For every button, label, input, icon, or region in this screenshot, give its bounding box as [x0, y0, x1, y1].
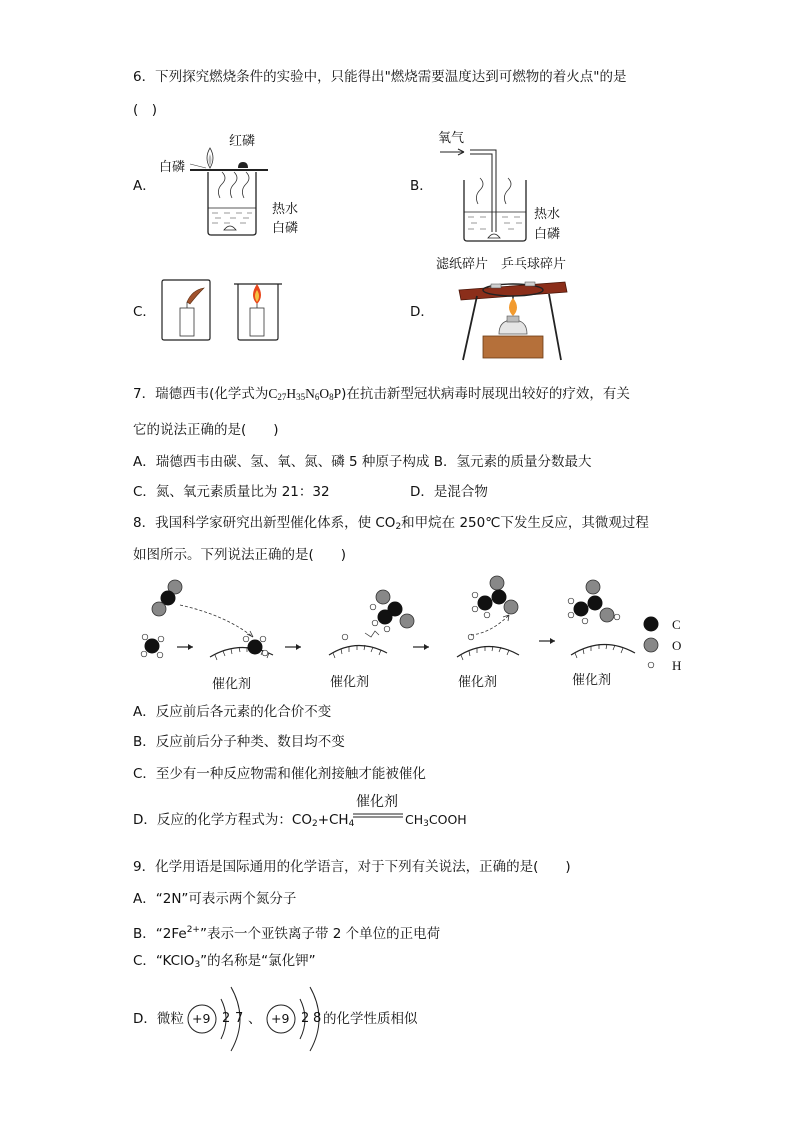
- q6-option-a-label: A．: [133, 178, 156, 194]
- q7-stem-pre: 7．瑞德西韦(化学式为: [133, 386, 269, 402]
- q8-stem: [133, 514, 649, 536]
- particle-1-shell-1: 2: [222, 1011, 231, 1026]
- legend-o-label: O: [672, 638, 682, 653]
- q8-option-d: [133, 811, 354, 833]
- q7-stem-line2: 它的说法正确的是( ): [133, 422, 279, 438]
- equation-product: [405, 811, 467, 833]
- particle-2-shell-1: 2: [301, 1011, 310, 1026]
- q7-option-d: D．是混合物: [410, 484, 488, 500]
- q7-stem: [133, 385, 630, 406]
- q9-option-c-pre: C．“KClO: [133, 953, 195, 969]
- formula-p: P: [333, 386, 342, 401]
- legend-c-label: C: [672, 617, 681, 632]
- fig-a-white-phosphorus-top-label: 白磷: [159, 160, 186, 175]
- q6-option-c-label: C．: [133, 304, 156, 320]
- q9-option-a: A．“2N”可表示两个氮分子: [133, 891, 297, 907]
- q9-option-d-post: 的化学性质相似: [323, 1011, 418, 1027]
- q8-stem-post: 和甲烷在 250℃下发生反应，其微观过程: [401, 515, 649, 531]
- formula-c: C: [268, 386, 278, 401]
- q8-stem-line2: 如图所示。下列说法正确的是( ): [133, 547, 347, 563]
- q8-option-d-mid: +CH: [317, 812, 349, 828]
- q7-option-c: C．氮、氧元素质量比为 21：32: [133, 484, 330, 500]
- q6-stem: 6．下列探究燃烧条件的实验中，只能得出"燃烧需要温度达到可燃物的着火点"的是: [133, 69, 627, 85]
- catalyst-label-3: 催化剂: [458, 675, 498, 690]
- figure-a-beaker-illustration: [180, 140, 280, 240]
- q9-option-b-post: ”表示一个亚铁离子带 2 个单位的正电荷: [199, 926, 441, 942]
- catalyst-label-2: 催化剂: [330, 675, 370, 690]
- q8-option-b: B．反应前后分子种类、数目均不变: [133, 734, 345, 750]
- fig-a-white-phosphorus-bottom-label: 白磷: [272, 221, 299, 236]
- particle-1-shell-2: 7: [235, 1011, 244, 1026]
- fig-d-caption: 滤纸碎片 乒乓球碎片: [436, 257, 567, 272]
- formula-h: H: [286, 386, 297, 401]
- particle-2-nucleus: +9: [271, 1011, 290, 1026]
- catalyst-label-1: 催化剂: [212, 677, 252, 692]
- particle-2-shell-2: 8: [313, 1011, 322, 1026]
- q8-option-d-pre: D．反应的化学方程式为：CO: [133, 812, 312, 828]
- stage4-acetic-acid-molecule: [568, 580, 620, 624]
- fig-b-oxygen-label: 氧气: [438, 131, 465, 146]
- q8-option-d-sub1: 2: [311, 819, 318, 829]
- q9-option-d-pre: D．微粒: [133, 1011, 184, 1027]
- q7-formula: [268, 386, 341, 401]
- q6-paren: ( ): [133, 102, 158, 118]
- figure-c-candle-beakers-illustration: [160, 280, 280, 342]
- q9-stem: 9．化学用语是国际通用的化学语言，对于下列有关说法，正确的是( ): [133, 859, 571, 875]
- stage2-molecule: [370, 590, 414, 632]
- formula-c-count: 27: [277, 392, 287, 402]
- equation-double-line: [353, 813, 405, 819]
- fig-a-red-phosphorus-label: 红磷: [229, 134, 256, 149]
- stage1-ch4-molecule: [141, 634, 164, 658]
- q7-option-a-b: A．瑞德西韦由碳、氢、氧、氮、磷 5 种原子构成 B．氢元素的质量分数最大: [133, 454, 592, 470]
- q9-option-b-pre: B．“2Fe: [133, 926, 187, 942]
- equation-condition: 催化剂: [356, 794, 398, 810]
- formula-n: N: [305, 386, 315, 401]
- stage1-co2-molecule: [152, 580, 182, 616]
- particle-1-nucleus: +9: [192, 1011, 211, 1026]
- q8-option-d-sub2: 4: [348, 819, 355, 829]
- q8-option-a: A．反应前后各元素的化合价不变: [133, 704, 332, 720]
- q9-option-b-sup: 2+: [186, 925, 200, 935]
- stage3-molecule: [472, 576, 518, 618]
- figure-b-beaker-illustration: [440, 140, 540, 245]
- q9-option-c-post: ”的名称是“氯化钾”: [200, 953, 316, 969]
- legend-oxygen-swatch: [644, 638, 658, 652]
- q9-option-c: [133, 952, 316, 974]
- q9-option-b: [133, 921, 440, 943]
- q9-option-d-sep: 、: [248, 1011, 262, 1027]
- product-sub3: 3: [423, 819, 429, 829]
- formula-o: O: [319, 386, 330, 401]
- product-cooh: COOH: [428, 812, 467, 827]
- product-ch: CH: [405, 812, 424, 827]
- fig-b-white-phosphorus-label: 白磷: [534, 227, 561, 242]
- q6-option-d-label: D．: [410, 304, 434, 320]
- q7-stem-post: )在抗击新型冠状病毒时展现出较好的疗效，有关: [341, 386, 630, 402]
- legend-carbon-swatch: [644, 617, 659, 632]
- fig-a-hot-water-label: 热水: [272, 202, 299, 217]
- legend-hydrogen-swatch: [648, 662, 654, 668]
- catalyst-label-4: 催化剂: [572, 673, 612, 688]
- q8-stem-pre: 8．我国科学家研究出新型催化体系，使 CO: [133, 515, 396, 531]
- q9-option-c-sub: 3: [194, 960, 201, 970]
- q8-option-c: C．至少有一种反应物需和催化剂接触才能被催化: [133, 766, 426, 782]
- q8-stem-sub: 2: [395, 522, 402, 532]
- fig-b-hot-water-label: 热水: [534, 207, 561, 222]
- formula-h-count: 35: [296, 392, 306, 402]
- legend-h-label: H: [672, 658, 682, 673]
- figure-d-tripod-illustration: [455, 276, 570, 366]
- formula-n-count: 6: [314, 392, 320, 402]
- formula-o-count: 8: [329, 392, 334, 402]
- q6-option-b-label: B．: [410, 178, 433, 194]
